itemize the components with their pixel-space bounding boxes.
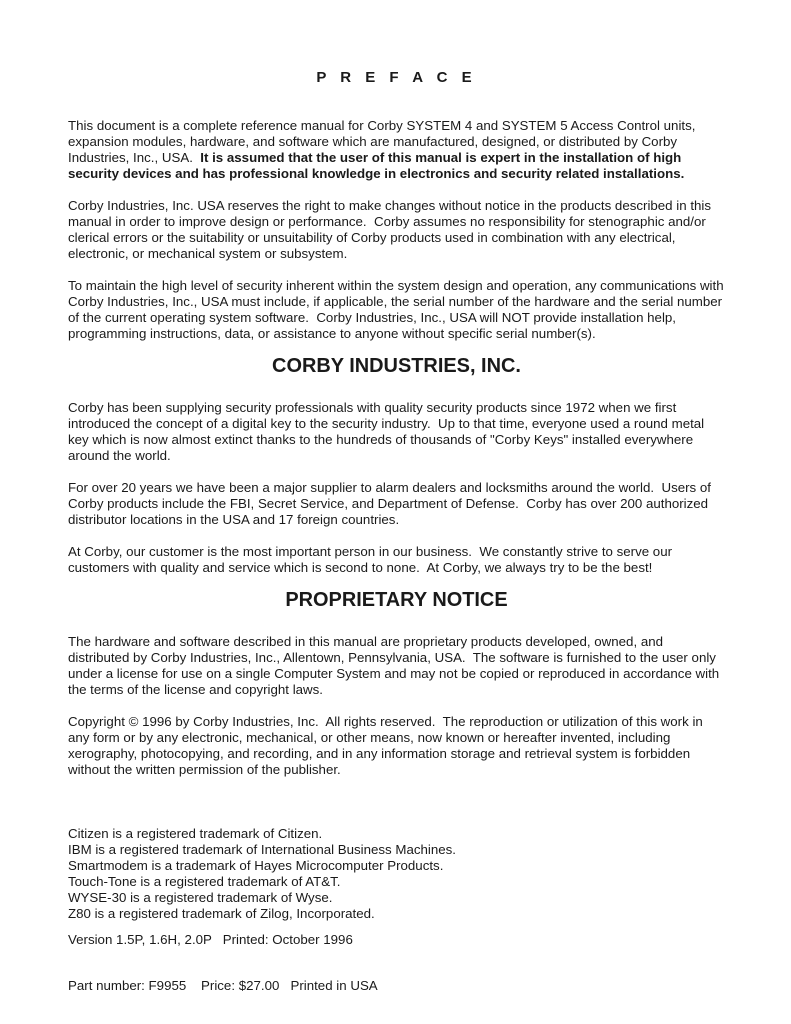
paragraph-security-policy: To maintain the high level of security inherent within the system design and operation, any communications with Corby Industries, Inc., USA must include, if applicable, the serial number of the hardware and the serial number of the current operating system software. Corby Industries, Inc., USA will NOT provide installation help, programming instructions, data, or assistance to anyone without specific serial number(s). (68, 278, 728, 341)
paragraph-supplier: For over 20 years we have been a major supplier to alarm dealers and locksmiths around the world. Users of Corby products include the FBI, Secret Service, and Department of Defense. Corby has over 200 authorized distributor locations in the USA and 17 foreign countries. (68, 480, 715, 527)
trademark-line-ibm: IBM is a registered trademark of International Business Machines. (68, 842, 457, 857)
trademark-line-smartmodem: Smartmodem is a trademark of Hayes Microcomputer Products. (68, 858, 444, 873)
page-title: P R E F A C E (316, 69, 477, 86)
paragraph-proprietary: The hardware and software described in this manual are proprietary products developed, owned, and distributed by Corby Industries, Inc., Allentown, Pennsylvania, USA. The software is furnished to the user only under a license for use on a single Computer System and may not be copied or reproduced in accordance with the terms of the license and copyright laws. (68, 634, 723, 697)
version-info: Version 1.5P, 1.6H, 2.0P Printed: October 1996 (68, 932, 353, 947)
paragraph-intro-bold: It is assumed that the user of this manual is expert in the installation of high security devices and has professional knowledge in electronics and security related installations. (68, 150, 685, 181)
paragraph-changes-notice: Corby Industries, Inc. USA reserves the right to make changes without notice in the products described in this manual in order to improve design or performance. Corby assumes no responsibility for stenographic and/or clerical errors or the suitability or unsuitability of Corby products used in combination with any electrical, electronic, or mechanical system or subsystem. (68, 198, 715, 261)
part-number-info: Part number: F9955 Price: $27.00 Printed in USA (68, 978, 378, 993)
trademark-line-z80: Z80 is a registered trademark of Zilog, Incorporated. (68, 906, 375, 921)
heading-proprietary-notice: PROPRIETARY NOTICE (285, 589, 508, 611)
heading-corby-industries: CORBY INDUSTRIES, INC. (272, 355, 521, 377)
trademark-line-touchtone: Touch-Tone is a registered trademark of AT&T. (68, 874, 341, 889)
trademark-line-wyse: WYSE-30 is a registered trademark of Wyse. (68, 890, 333, 905)
paragraph-intro (68, 118, 725, 182)
paragraph-copyright: Copyright © 1996 by Corby Industries, Inc. All rights reserved. The reproduction or utilization of this work in any form or by any electronic, mechanical, or other means, now known or hereafter invented, including xerography, photocopying, and recording, and in any information storage and retrieval system is forbidden without the written permission of the publisher. (68, 714, 707, 777)
paragraph-customer: At Corby, our customer is the most important person in our business. We constantly strive to serve our customers with quality and service which is second to none. At Corby, we always try to be the best! (68, 544, 676, 575)
trademark-line-citizen: Citizen is a registered trademark of Citizen. (68, 826, 323, 841)
trademark-list (68, 826, 725, 922)
paragraph-company-history: Corby has been supplying security professionals with quality security products since 1972 when we first introduced the concept of a digital key to the security industry. Up to that time, everyone used a round metal key which is now almost extinct thanks to the hundreds of thousands of "Corby Keys" installed everywhere around the world. (68, 400, 708, 463)
paragraph-intro-normal: This document is a complete reference manual for Corby SYSTEM 4 and SYSTEM 5 Access Control units, expansion modules, hardware, and software which are manufactured, designed, or distributed by Corby Industries, Inc., USA. (68, 118, 700, 165)
